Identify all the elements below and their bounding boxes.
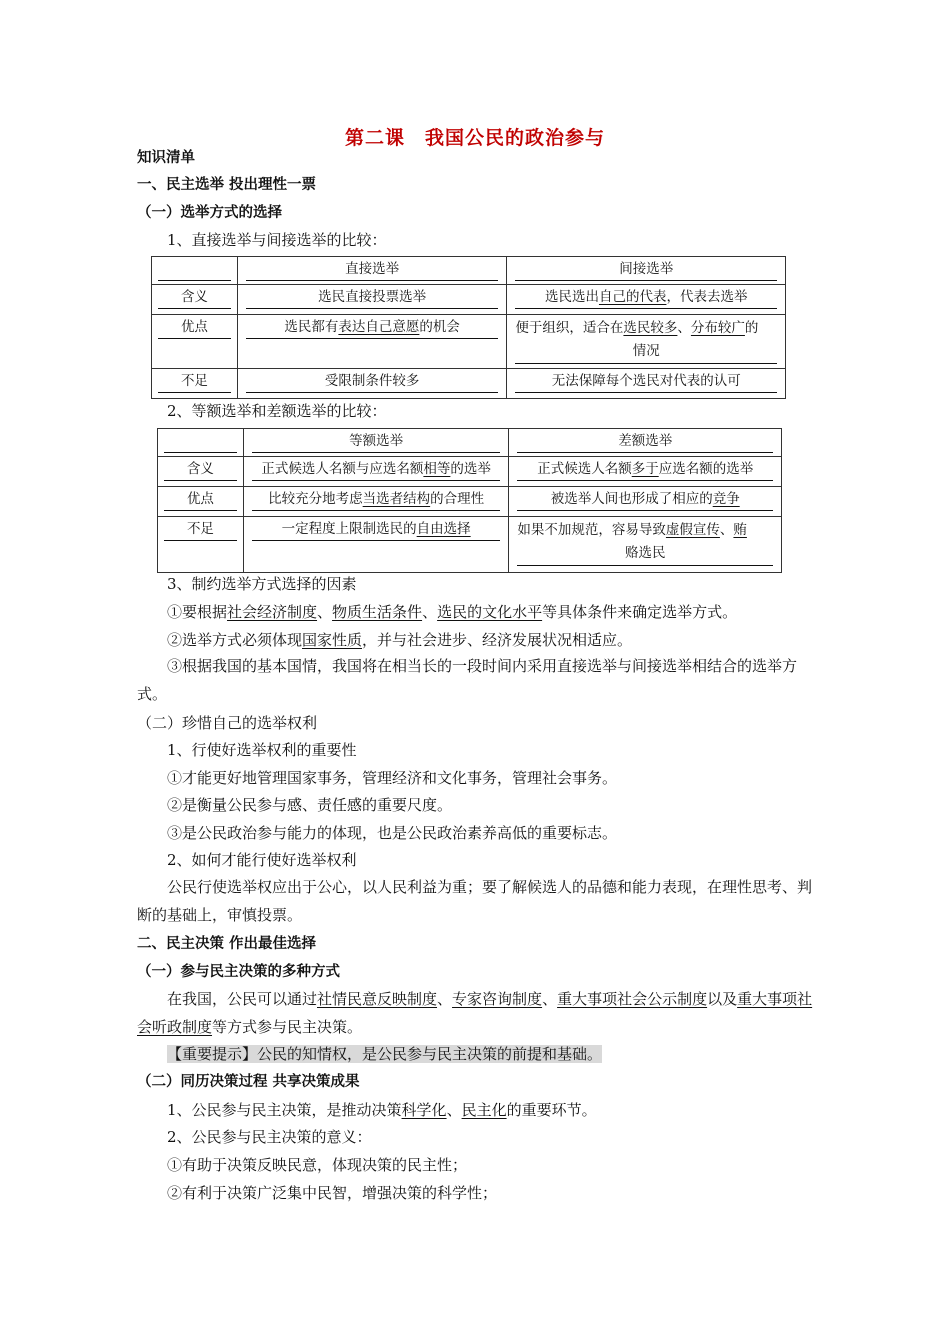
- decision-2a: ①有助于决策反映民意，体现决策的民主性；: [167, 1156, 468, 1174]
- factor-2: ②选举方式必须体现国家性质，并与社会进步、经济发展状况相适应。: [167, 631, 633, 649]
- table-equal-differential: [157, 428, 782, 573]
- subheading-2-2: （二）同历决策过程 共享决策成果: [137, 1074, 360, 1090]
- subheading-1-1: （一）选举方式的选择: [137, 205, 282, 221]
- table2-caption: 2、等额选举和差额选举的比较：: [167, 402, 387, 420]
- table-cell: 无法保障每个选民对代表的认可: [507, 369, 786, 399]
- decision-2: 2、公民参与民主决策的意义：: [167, 1128, 372, 1146]
- importance-1: ①才能更好地管理国家事务，管理经济和文化事务，管理社会事务。: [167, 769, 618, 787]
- how-title: 2、如何才能行使好选举权利: [167, 851, 357, 869]
- heading-1: 一、民主选举 投出理性一票: [137, 177, 317, 193]
- table-cell: 如果不加规范，容易导致虚假宣传、贿 赂选民: [509, 517, 782, 573]
- subheading-2-1: （一）参与民主决策的多种方式: [137, 964, 340, 980]
- table-cell: 一定程度上限制选民的自由选择: [243, 517, 509, 573]
- row-label: 含义: [158, 457, 244, 487]
- decision-1: 1、公民参与民主决策，是推动决策科学化、民主化的重要环节。: [167, 1101, 597, 1119]
- row-label: 含义: [152, 285, 238, 315]
- decision-2b: ②有利于决策广泛集中民智，增强决策的科学性；: [167, 1184, 498, 1202]
- table-header: 直接选举: [237, 257, 507, 285]
- table-cell: [152, 257, 238, 285]
- table-cell: 正式候选人名额与应选名额相等的选举: [243, 457, 509, 487]
- factors-title: 3、制约选举方式选择的因素: [167, 575, 357, 593]
- heading-2: 二、民主决策 作出最佳选择: [137, 936, 317, 952]
- importance-title: 1、行使好选举权利的重要性: [167, 741, 357, 759]
- importance-2: ②是衡量公民参与感、责任感的重要尺度。: [167, 796, 453, 814]
- table-cell: 选民直接投票选举: [237, 285, 507, 315]
- how-text: 公民行使选举权应出于公心，以人民利益为重；要了解候选人的品德和能力表现，在理性思考、判断的基础上，审慎投票。: [137, 878, 813, 924]
- table-cell: 受限制条件较多: [237, 369, 507, 399]
- row-label: 优点: [158, 487, 244, 517]
- table-cell: 被选举人间也形成了相应的竞争: [509, 487, 782, 517]
- table-cell: 正式候选人名额多于应选名额的选举: [509, 457, 782, 487]
- important-tip: 【重要提示】公民的知情权，是公民参与民主决策的前提和基础。: [167, 1045, 603, 1063]
- section-knowledge-list: 知识清单: [137, 150, 195, 166]
- factor-1: ①要根据社会经济制度、物质生活条件、选民的文化水平等具体条件来确定选举方式。: [167, 603, 738, 621]
- row-label: 不足: [152, 369, 238, 399]
- factor-3: ③根据我国的基本国情，我国将在相当长的一段时间内采用直接选举与间接选举相结合的选举方式。: [137, 657, 798, 703]
- table-header: 等额选举: [243, 429, 509, 457]
- table-header: 间接选举: [507, 257, 786, 285]
- table-cell: 选民选出自己的代表，代表去选举: [507, 285, 786, 315]
- table-cell: [158, 429, 244, 457]
- table-cell: 选民都有表达自己意愿的机会: [237, 315, 507, 369]
- table1-caption: 1、直接选举与间接选举的比较：: [167, 231, 387, 249]
- methods-text: 在我国，公民可以通过社情民意反映制度、专家咨询制度、重大事项社会公示制度以及重大事项社会听政制度等方式参与民主决策。: [137, 990, 813, 1036]
- row-label: 不足: [158, 517, 244, 573]
- row-label: 优点: [152, 315, 238, 369]
- table-cell: 便于组织，适合在选民较多、分布较广的 情况: [507, 315, 786, 369]
- table-direct-indirect: [151, 256, 786, 399]
- importance-3: ③是公民政治参与能力的体现，也是公民政治素养高低的重要标志。: [167, 824, 618, 842]
- table-header: 差额选举: [509, 429, 782, 457]
- page-title: 第二课 我国公民的政治参与: [344, 127, 605, 149]
- subheading-1-2: （二）珍惜自己的选举权利: [137, 714, 318, 732]
- table-cell: 比较充分地考虑当选者结构的合理性: [243, 487, 509, 517]
